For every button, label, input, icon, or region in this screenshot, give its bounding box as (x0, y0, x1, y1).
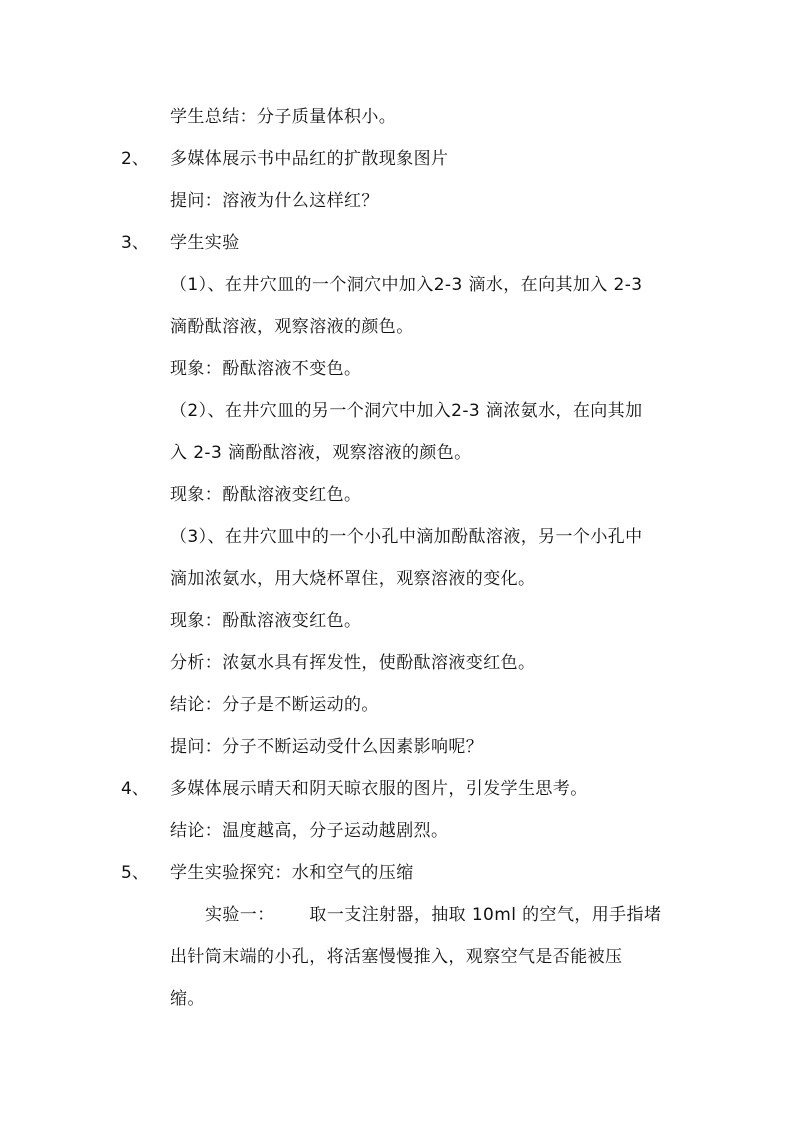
text-line: 滴加浓氨水，用大烧杯罩住，观察溶液的变化。 (170, 569, 536, 589)
text-line: 入 2-3 滴酚酞溶液，观察溶液的颜色。 (170, 443, 472, 463)
text-line: 多媒体展示晴天和阴天晾衣服的图片，引发学生思考。 (170, 779, 588, 799)
text-line: 缩。 (170, 989, 205, 1009)
list-number: 5、 (121, 863, 149, 883)
text-line: 多媒体展示书中品红的扩散现象图片 (170, 149, 449, 169)
text-line: 学生实验 (170, 233, 240, 253)
text-line: 滴酚酞溶液，观察溶液的颜色。 (170, 317, 414, 337)
list-number: 2、 (121, 149, 149, 169)
text-line: 现象：酚酞溶液不变色。 (170, 359, 362, 379)
text-line: 分析：浓氨水具有挥发性，使酚酞溶液变红色。 (170, 653, 536, 673)
text-line: 提问：分子不断运动受什么因素影响呢？ (170, 737, 484, 757)
text-line: 学生总结：分子质量体积小。 (170, 107, 397, 127)
text-line: 结论：温度越高，分子运动越剧烈。 (170, 821, 449, 841)
text-line: 现象：酚酞溶液变红色。 (170, 485, 362, 505)
list-number: 3、 (121, 233, 149, 253)
text-line: （2）、在井穴皿的另一个洞穴中加入2-3 滴浓氨水，在向其加 (170, 401, 643, 421)
text-line: 结论：分子是不断运动的。 (170, 695, 379, 715)
text-line: 出针筒末端的小孔，将活塞慢慢推入，观察空气是否能被压 (170, 947, 623, 967)
text-line: 现象：酚酞溶液变红色。 (170, 611, 362, 631)
text-line: （1）、在井穴皿的一个洞穴中加入2-3 滴水，在向其加入 2-3 (170, 275, 643, 295)
list-number: 4、 (121, 779, 149, 799)
text-line: 提问：溶液为什么这样红？ (170, 191, 379, 211)
text-line: （3）、在井穴皿中的一个小孔中滴加酚酞溶液，另一个小孔中 (170, 527, 643, 547)
text-line: 实验一： 取一支注射器，抽取 10ml 的空气，用手指堵 (205, 905, 662, 925)
text-line: 学生实验探究：水和空气的压缩 (170, 863, 414, 883)
